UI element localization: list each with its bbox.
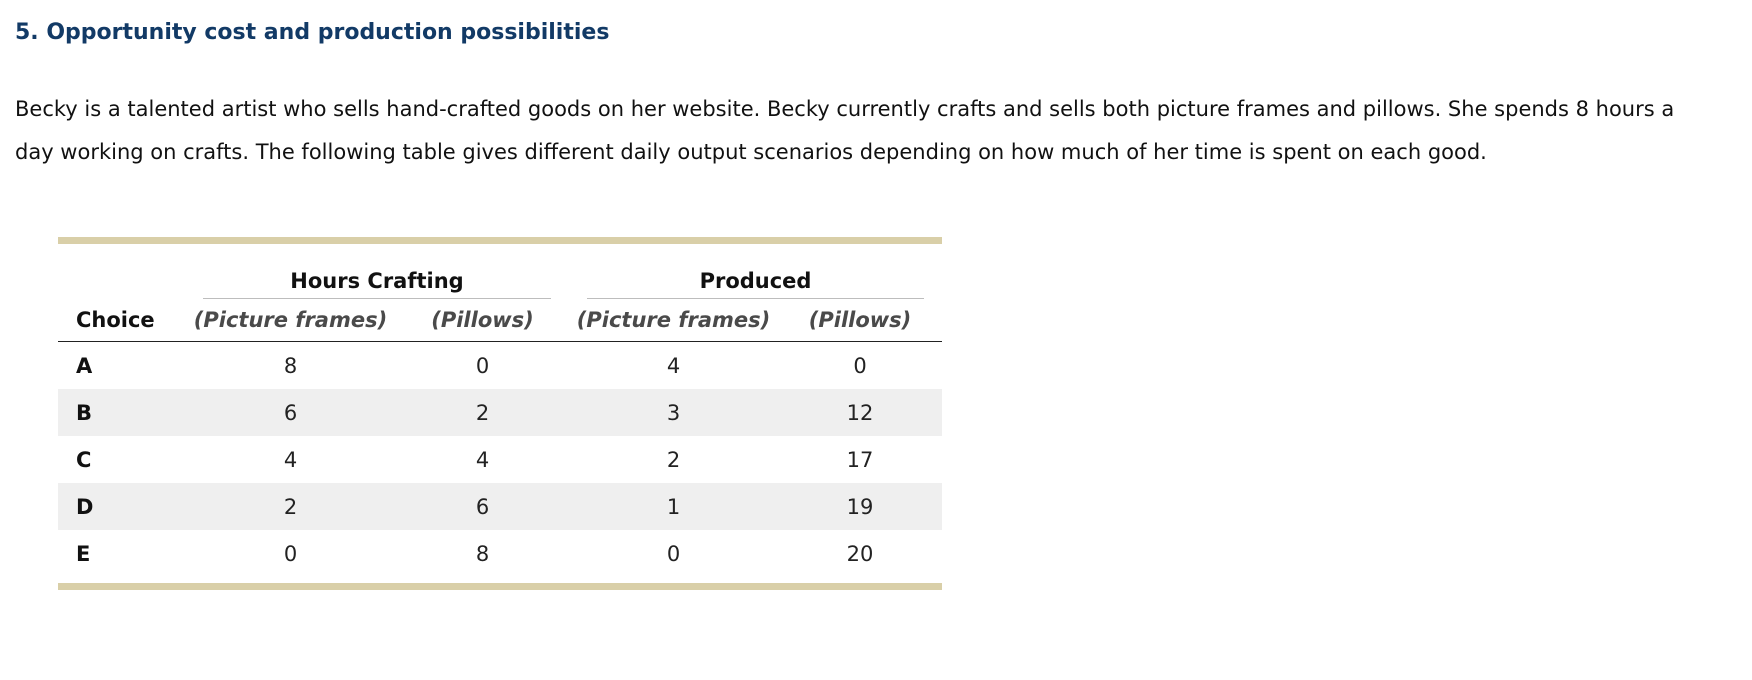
choice-cell: B <box>58 389 185 436</box>
hours-frames-cell: 8 <box>283 353 298 378</box>
group-header-produced <box>569 244 942 299</box>
produced-frames-column-header: (Picture frames) <box>569 299 778 342</box>
table-row <box>58 436 942 483</box>
produced-pillows-cell: 0 <box>853 353 867 378</box>
choice-cell: D <box>58 483 185 530</box>
sub-header-row <box>58 299 942 342</box>
table-row <box>58 342 942 390</box>
group-header-row <box>58 244 942 299</box>
choice-cell: C <box>76 447 92 472</box>
produced-pillows-column-header: (Pillows) <box>778 299 942 342</box>
hours-frames-cell: 0 <box>283 541 298 566</box>
produced-frames-cell: 1 <box>569 483 778 530</box>
hours-frames-cell: 6 <box>185 389 396 436</box>
hours-pillows-cell: 2 <box>396 389 569 436</box>
output-table-container <box>58 237 942 590</box>
choice-cell: A <box>76 353 93 378</box>
hours-frames-cell: 2 <box>185 483 396 530</box>
table-row <box>58 483 942 530</box>
produced-pillows-cell: 20 <box>846 541 874 566</box>
produced-frames-cell: 3 <box>569 389 778 436</box>
hours-frames-cell: 4 <box>283 447 298 472</box>
table-row <box>58 389 942 436</box>
hours-pillows-cell: 4 <box>475 447 490 472</box>
output-scenarios-table <box>58 244 942 583</box>
group-header-hours <box>185 244 569 299</box>
choice-cell: E <box>76 541 91 566</box>
table-bottom-band <box>58 583 942 590</box>
hours-crafting-label: Hours Crafting <box>203 269 551 299</box>
choice-column-header: Choice <box>58 299 185 342</box>
table-top-band <box>58 237 942 244</box>
group-header-empty <box>58 244 185 299</box>
produced-label: Produced <box>587 269 924 299</box>
hours-pillows-cell: 8 <box>475 541 490 566</box>
produced-frames-cell: 2 <box>666 447 681 472</box>
produced-frames-cell: 0 <box>666 541 681 566</box>
produced-pillows-cell: 19 <box>778 483 942 530</box>
hours-pillows-cell: 6 <box>396 483 569 530</box>
intro-paragraph: Becky is a talented artist who sells hand-crafted goods on her website. Becky currently crafts and sells both picture frames and pillows. She spends 8 hours a day working on crafts. The following table gives different daily output scenarios depending on how much of her time is spent on each good. <box>15 97 1675 164</box>
produced-pillows-cell: 17 <box>846 447 874 472</box>
hours-frames-column-header: (Picture frames) <box>185 299 396 342</box>
section-heading: 5. Opportunity cost and production possibilities <box>15 20 610 45</box>
hours-pillows-cell: 0 <box>475 353 490 378</box>
produced-pillows-cell: 12 <box>778 389 942 436</box>
table-row <box>58 530 942 577</box>
hours-pillows-column-header: (Pillows) <box>396 299 569 342</box>
produced-frames-cell: 4 <box>666 353 681 378</box>
